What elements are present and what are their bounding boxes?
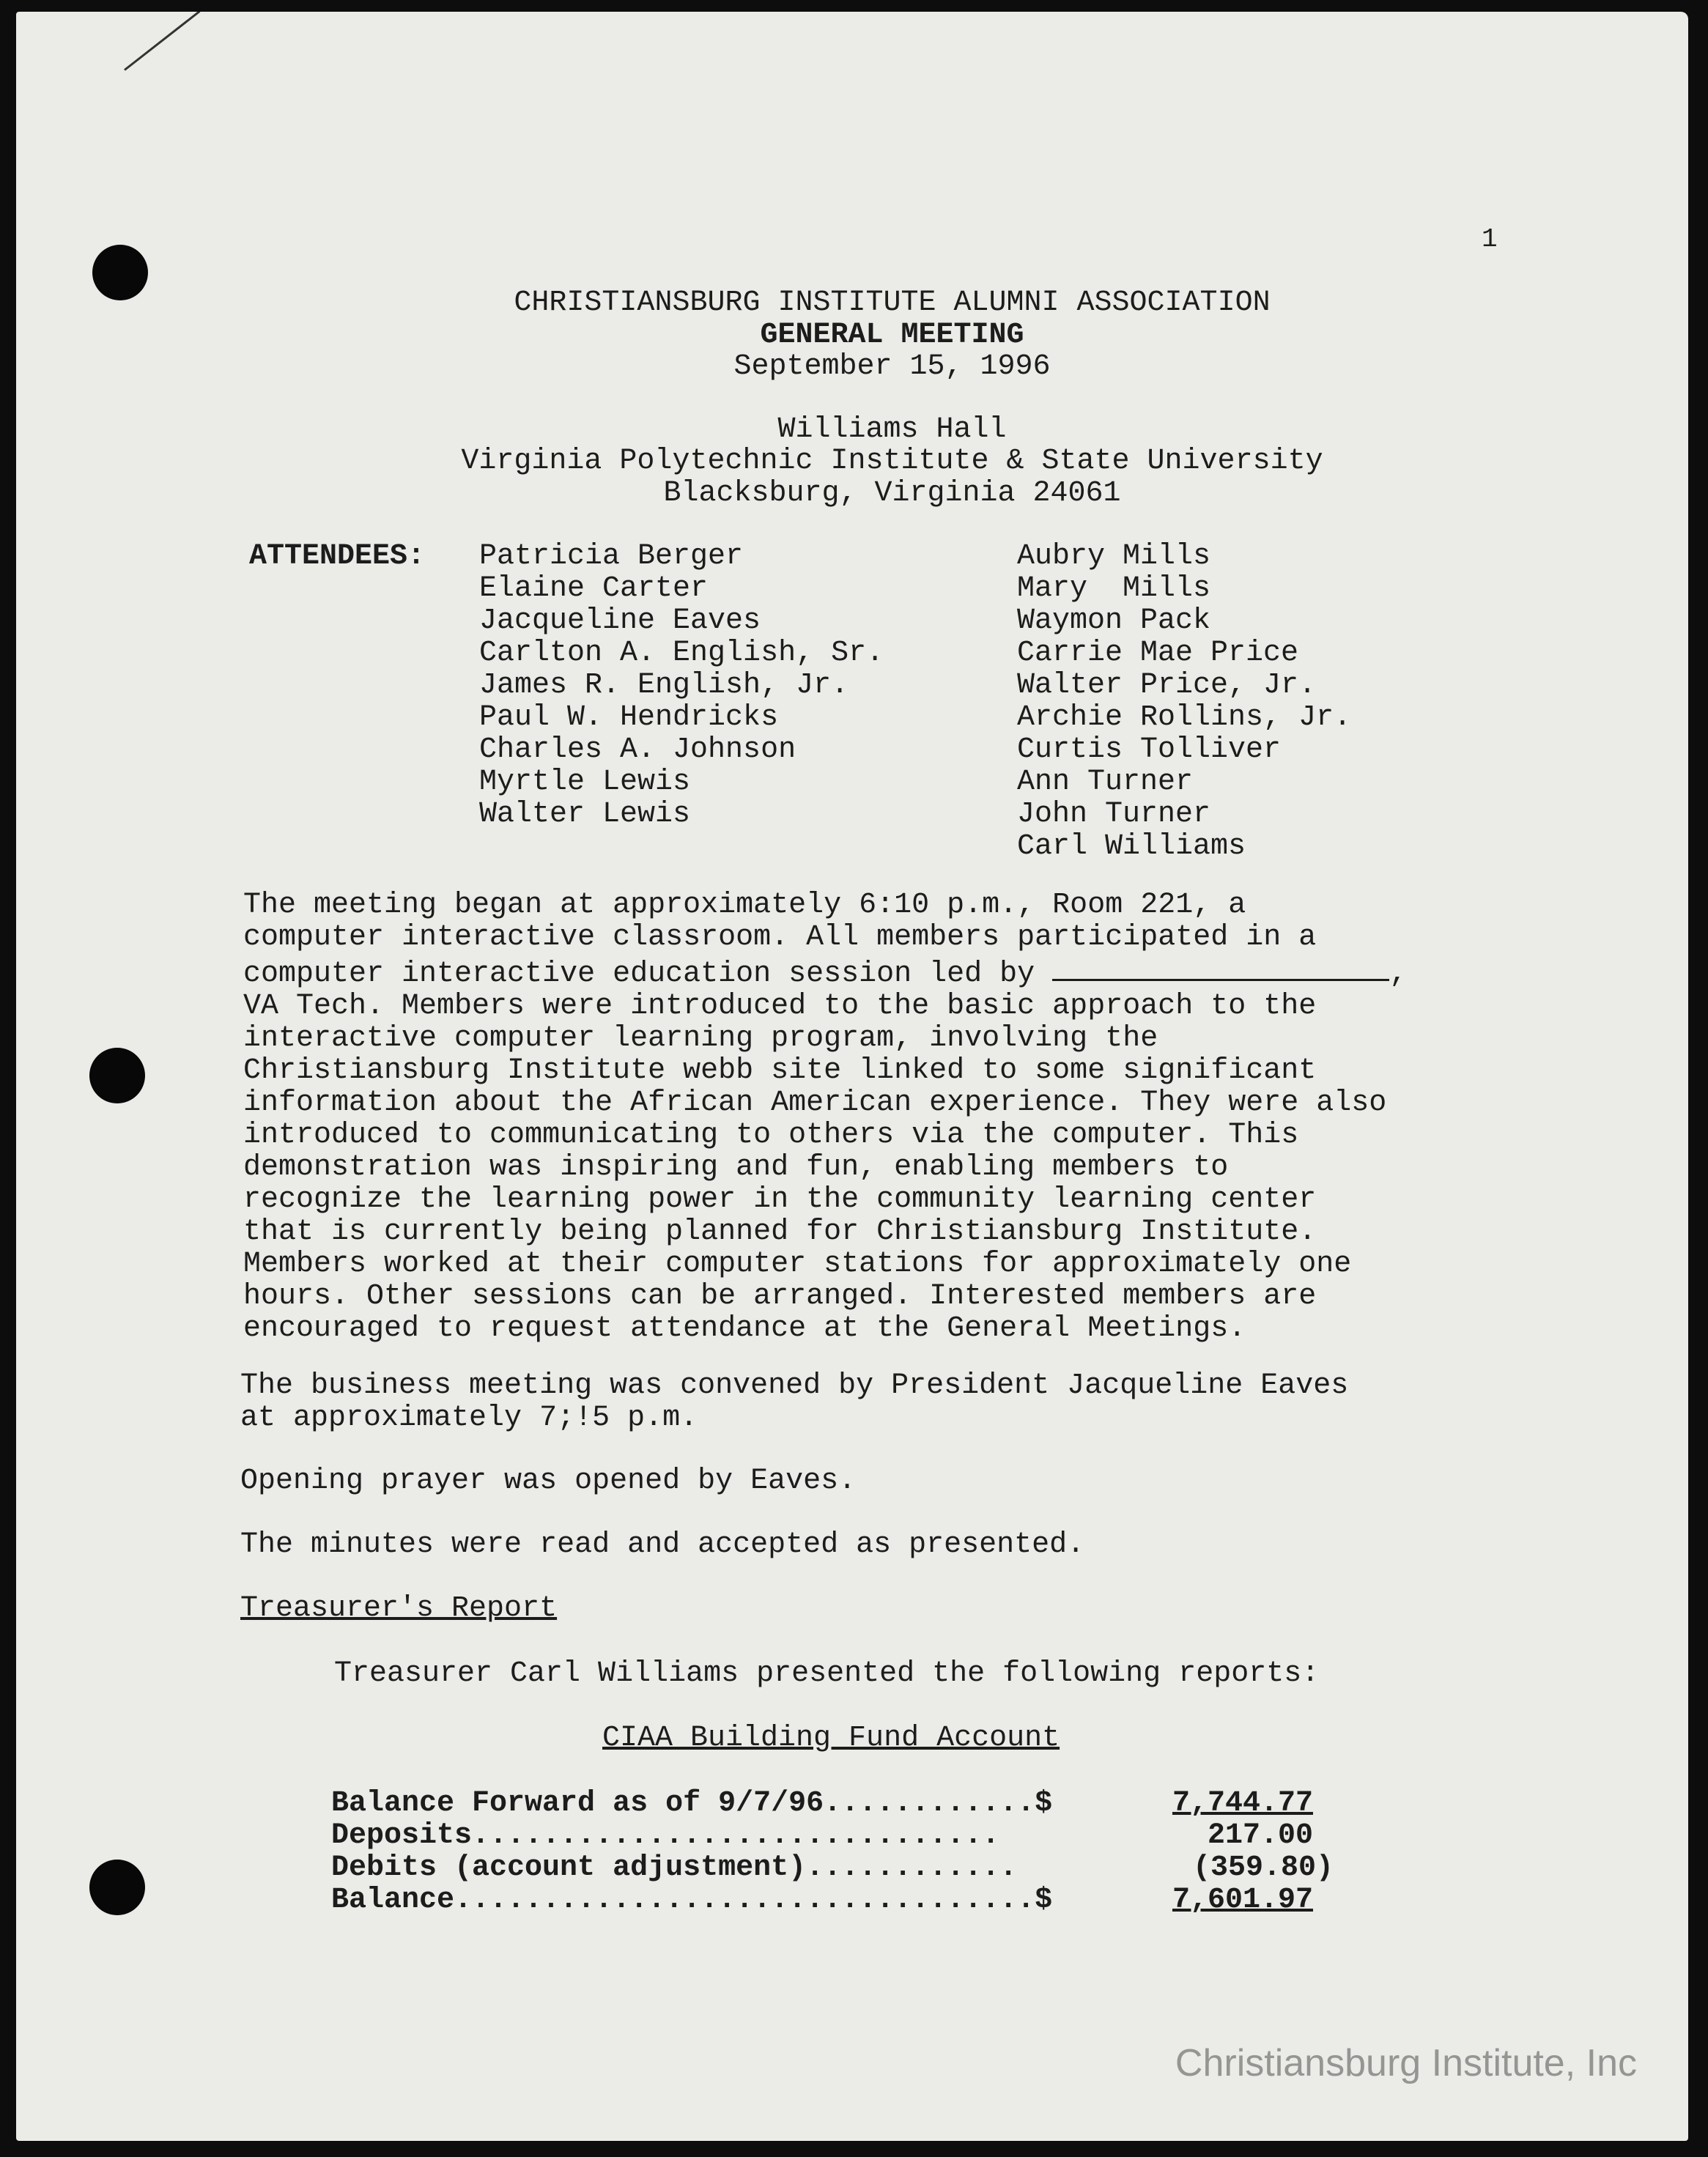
attendees-label: ATTENDEES:	[249, 540, 426, 573]
attendee: Paul W. Hendricks	[479, 701, 779, 734]
paragraph-line: introduced to communicating to others via the computer. This	[243, 1119, 1299, 1152]
city: Blacksburg, Virginia 24061	[663, 477, 1121, 510]
blank-line	[1052, 954, 1389, 981]
attendee: Curtis Tolliver	[1017, 733, 1282, 766]
page-number: 1	[1482, 224, 1498, 254]
treasurer-heading: Treasurer's Report	[240, 1592, 558, 1625]
paragraph-line: Members worked at their computer stations for approximately one	[243, 1248, 1352, 1281]
venue: Williams Hall	[777, 413, 1007, 446]
paragraph-line: Christiansburg Institute webb site linked to some significant	[243, 1054, 1317, 1087]
paragraph-line: that is currently being planned for Christiansburg Institute.	[243, 1216, 1317, 1248]
pen-mark	[124, 12, 200, 71]
org-title: CHRISTIANSBURG INSTITUTE ALUMNI ASSOCIATION	[514, 286, 1271, 319]
paragraph-line: The business meeting was convened by President Jacqueline Eaves	[240, 1369, 1349, 1402]
attendee: John Turner	[1017, 798, 1211, 831]
attendee: Myrtle Lewis	[479, 766, 691, 799]
attendee: Walter Lewis	[479, 798, 691, 831]
attendee: Ann Turner	[1017, 766, 1194, 799]
attendee: Carl Williams	[1017, 830, 1246, 863]
attendee: Waymon Pack	[1017, 604, 1211, 637]
fund-row-label: Balance.................................$	[331, 1884, 1053, 1917]
paragraph-line: encouraged to request attendance at the General Meetings.	[243, 1312, 1246, 1345]
paragraph-prayer: Opening prayer was opened by Eaves.	[240, 1465, 857, 1498]
attendee: Charles A. Johnson	[479, 733, 796, 766]
attendee: Patricia Berger	[479, 540, 744, 573]
paragraph-session	[243, 889, 1407, 1345]
punch-hole-middle	[89, 1048, 145, 1103]
attendees-column-1	[479, 541, 884, 831]
document-page	[16, 12, 1688, 2141]
paragraph-line: recognize the learning power in the community learning center	[243, 1183, 1317, 1216]
blank-suffix: ,	[1389, 958, 1408, 991]
paragraph-line-with-blank	[243, 954, 1407, 991]
paragraph-line: interactive computer learning program, involving the	[243, 1022, 1158, 1055]
paragraph-line: computer interactive classroom. All members participated in a	[243, 921, 1317, 954]
paragraph-line: computer interactive education session led by	[243, 958, 1035, 991]
paragraph-line: at approximately 7;!5 p.m.	[240, 1402, 698, 1435]
fund-row-amount: 7,601.97	[1172, 1884, 1313, 1917]
fund-row-label: Balance Forward as of 9/7/96............$	[331, 1787, 1053, 1820]
attendee: Walter Price, Jr.	[1017, 669, 1317, 702]
paragraph-business	[240, 1370, 1348, 1435]
attendee: Mary Mills	[1017, 572, 1211, 605]
paragraph-line: The meeting began at approximately 6:10 p.m., Room 221, a	[243, 889, 1246, 922]
paragraph-line: hours. Other sessions can be arranged. Interested members are	[243, 1280, 1317, 1313]
paragraph-minutes: The minutes were read and accepted as presented.	[240, 1528, 1085, 1561]
attendee: Carrie Mae Price	[1017, 637, 1299, 670]
university: Virginia Polytechnic Institute & State University	[461, 445, 1323, 478]
meeting-title: GENERAL MEETING	[760, 319, 1024, 352]
treasurer-intro: Treasurer Carl Williams presented the following reports:	[334, 1657, 1320, 1690]
fund-row-amount: (359.80)	[1192, 1851, 1334, 1884]
attendee: Aubry Mills	[1017, 540, 1211, 573]
punch-hole-bottom	[89, 1860, 145, 1915]
fund-row-amount: 7,744.77	[1172, 1787, 1313, 1820]
fund-row-label: Deposits..............................	[331, 1819, 1000, 1852]
attendee: Archie Rollins, Jr.	[1017, 701, 1352, 734]
watermark: Christiansburg Institute, Inc	[1175, 2042, 1637, 2084]
paragraph-line: VA Tech. Members were introduced to the basic approach to the	[243, 990, 1317, 1023]
meeting-date: September 15, 1996	[733, 350, 1051, 383]
paragraph-line: information about the African American experience. They were also	[243, 1087, 1387, 1120]
attendee: James R. English, Jr.	[479, 669, 849, 702]
fund-row-amount: 217.00	[1207, 1819, 1313, 1852]
account-heading: CIAA Building Fund Account	[602, 1722, 1060, 1755]
fund-row-label: Debits (account adjustment)............	[331, 1851, 1018, 1884]
attendee: Carlton A. English, Sr.	[479, 637, 884, 670]
attendee: Jacqueline Eaves	[479, 604, 761, 637]
attendees-column-2	[1017, 541, 1351, 863]
paragraph-line: demonstration was inspiring and fun, enabling members to	[243, 1151, 1229, 1184]
attendee: Elaine Carter	[479, 572, 709, 605]
